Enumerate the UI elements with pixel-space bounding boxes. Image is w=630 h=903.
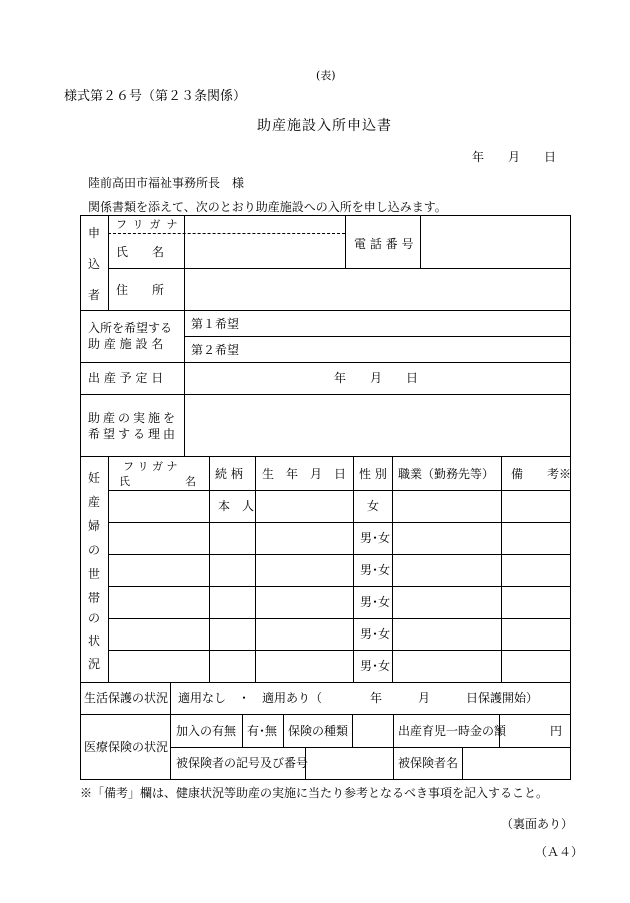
page-title: 助産施設入所申込書 bbox=[257, 118, 392, 134]
yen-unit: 円 bbox=[550, 724, 563, 738]
col-birth: 生 年 月 日 bbox=[262, 467, 347, 481]
due-date-value: 年 月 日 bbox=[334, 371, 419, 385]
intro-text: 関係書類を添えて、次のとおり助産施設への入所を申し込みます。 bbox=[88, 200, 447, 214]
row-2-sex: 男･女 bbox=[360, 531, 391, 545]
row-1-relation: 本 人 bbox=[218, 499, 255, 513]
row-6-sex: 男･女 bbox=[360, 659, 391, 673]
facility-label-1: 入所を希望する bbox=[88, 321, 173, 335]
applicant-label-2: 込 bbox=[88, 257, 101, 271]
applicant-label-3: 者 bbox=[88, 288, 101, 302]
household-label-4: の bbox=[88, 543, 101, 557]
name-label: 氏 名 bbox=[116, 245, 165, 259]
household-label-3: 婦 bbox=[88, 519, 101, 533]
furigana-label: フリガナ bbox=[116, 218, 184, 231]
facility-choice-2: 第２希望 bbox=[191, 343, 240, 357]
col-job: 職業（勤務先等） bbox=[398, 467, 495, 481]
household-label-6: 帯 bbox=[88, 591, 101, 605]
col-furigana: フ リ ガ ナ bbox=[123, 460, 178, 473]
household-label-8: 状 bbox=[88, 634, 101, 648]
household-label-2: 産 bbox=[88, 495, 101, 509]
insurance-label: 医療保険の状況 bbox=[84, 740, 169, 754]
reason-label-2: 希望する理由 bbox=[88, 427, 179, 441]
enroll-value: 有･無 bbox=[247, 724, 278, 738]
welfare-label: 生活保護の状況 bbox=[84, 691, 169, 705]
holder-label: 被保険者名 bbox=[398, 756, 459, 770]
row-5-sex: 男･女 bbox=[360, 627, 391, 641]
addressee: 陸前高田市福祉事務所長 様 bbox=[88, 176, 245, 190]
col-name: 氏 名 bbox=[119, 475, 196, 488]
due-date-label: 出 産 予 定 日 bbox=[88, 371, 164, 385]
lump-label: 出産育児一時金の額 bbox=[398, 724, 507, 738]
row-4-sex: 男･女 bbox=[360, 595, 391, 609]
kind-label: 保険の種類 bbox=[288, 724, 349, 738]
back-note: （裏面あり） bbox=[501, 817, 574, 831]
row-1-sex: 女 bbox=[367, 499, 380, 513]
household-label-7: の bbox=[88, 611, 101, 625]
col-sex: 性 別 bbox=[359, 467, 387, 481]
welfare-value: 適用なし ・ 適用あり（ 年 月 日保護開始） bbox=[178, 691, 539, 705]
side-label: (表) bbox=[316, 69, 336, 82]
paper-size: （Ａ４） bbox=[535, 845, 584, 859]
number-label: 被保険者の記号及び番号 bbox=[176, 756, 309, 770]
date-line: 年 月 日 bbox=[472, 150, 557, 164]
facility-choice-1: 第１希望 bbox=[191, 317, 240, 331]
address-label: 住 所 bbox=[116, 283, 165, 297]
phone-label: 電 話 番 号 bbox=[354, 237, 414, 251]
col-relation: 続 柄 bbox=[215, 467, 243, 481]
household-label-5: 世 bbox=[88, 567, 101, 581]
row-3-sex: 男･女 bbox=[360, 563, 391, 577]
footer-note: ※「備考」欄は、健康状況等助産の実施に当たり参考となるべき事項を記入すること。 bbox=[80, 786, 549, 800]
enroll-label: 加入の有無 bbox=[176, 724, 237, 738]
reason-label-1: 助産の実施を bbox=[88, 411, 179, 425]
applicant-label-1: 申 bbox=[88, 226, 101, 240]
form-number: 様式第２６号（第２３条関係） bbox=[64, 89, 247, 104]
household-label-9: 況 bbox=[88, 657, 101, 671]
col-note: 備 考※ bbox=[511, 467, 572, 481]
household-label-1: 妊 bbox=[88, 471, 101, 485]
facility-label-2: 助 産 施 設 名 bbox=[88, 337, 164, 351]
